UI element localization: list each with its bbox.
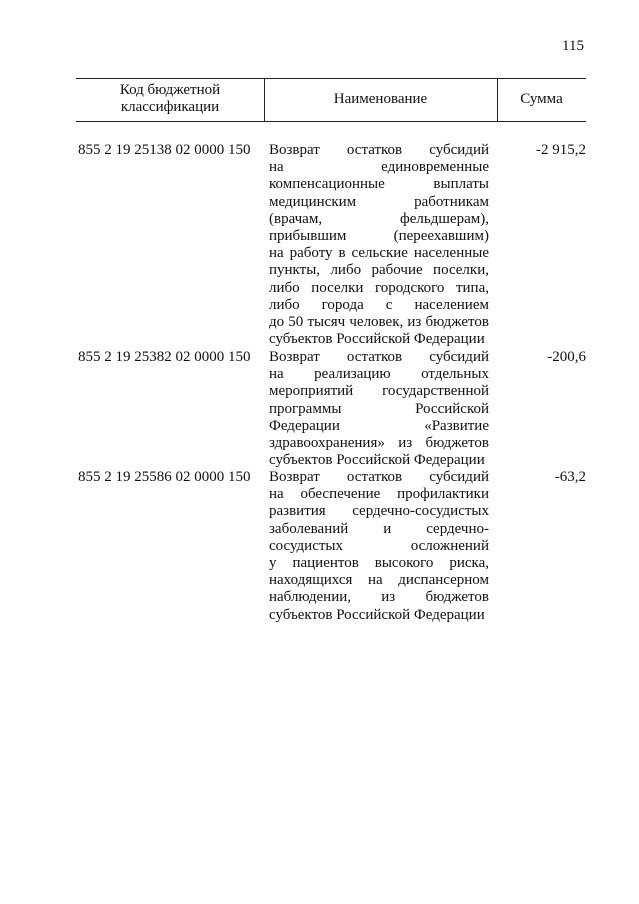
- name-line: Возврат остатков субсидий: [269, 142, 489, 158]
- header-name: Наименование: [333, 91, 428, 107]
- name-line: заболеваний и сердечно-: [269, 520, 489, 537]
- name-line: субъектов Российской Федерации: [269, 606, 485, 623]
- name-line: прибывшим (переехавшим): [269, 227, 489, 244]
- name-line: Федерации «Развитие: [269, 417, 489, 434]
- item-name: [269, 469, 489, 624]
- budget-code: 855 2 19 25382 02 0000 150: [78, 349, 251, 365]
- name-line: сосудистых осложнений: [269, 537, 489, 554]
- table-header-rule: [76, 121, 586, 122]
- name-line: Возврат остатков субсидий: [269, 349, 489, 365]
- name-line: либо города с населением: [269, 296, 489, 313]
- item-name: [269, 349, 489, 469]
- header-code: Код бюджетной классификации: [119, 82, 221, 115]
- budget-code: 855 2 19 25586 02 0000 150: [78, 469, 251, 485]
- header-sum: Сумма: [520, 91, 563, 107]
- name-line: на работу в сельские населенные: [269, 245, 489, 262]
- amount: -2 915,2: [536, 142, 586, 158]
- name-line: Возврат остатков субсидий: [269, 469, 489, 485]
- name-line: на обеспечение профилактики: [269, 486, 489, 503]
- amount: -200,6: [547, 349, 586, 365]
- name-line: здравоохранения» из бюджетов: [269, 434, 489, 451]
- page-number: 115: [562, 38, 584, 54]
- name-line: наблюдении, из бюджетов: [269, 589, 489, 606]
- name-line: у пациентов высокого риска,: [269, 554, 489, 571]
- amount: -63,2: [554, 469, 586, 485]
- item-name: [269, 142, 489, 348]
- budget-code: 855 2 19 25138 02 0000 150: [78, 142, 251, 158]
- name-line: на единовременные: [269, 159, 489, 176]
- name-line: мероприятий государственной: [269, 383, 489, 400]
- name-line: пункты, либо рабочие поселки,: [269, 262, 489, 279]
- table-top-rule: [76, 78, 586, 79]
- name-line: либо поселки городского типа,: [269, 279, 489, 296]
- name-line: на реализацию отдельных: [269, 366, 489, 383]
- name-line: находящихся на диспансерном: [269, 572, 489, 589]
- name-line: развития сердечно-сосудистых: [269, 503, 489, 520]
- name-line: медицинским работникам: [269, 193, 489, 210]
- name-line: до 50 тысяч человек, из бюджетов: [269, 313, 489, 330]
- name-line: субъектов Российской Федерации: [269, 331, 485, 348]
- name-line: компенсационные выплаты: [269, 176, 489, 193]
- name-line: (врачам, фельдшерам),: [269, 210, 489, 227]
- name-line: субъектов Российской Федерации: [269, 452, 485, 469]
- name-line: программы Российской: [269, 400, 489, 417]
